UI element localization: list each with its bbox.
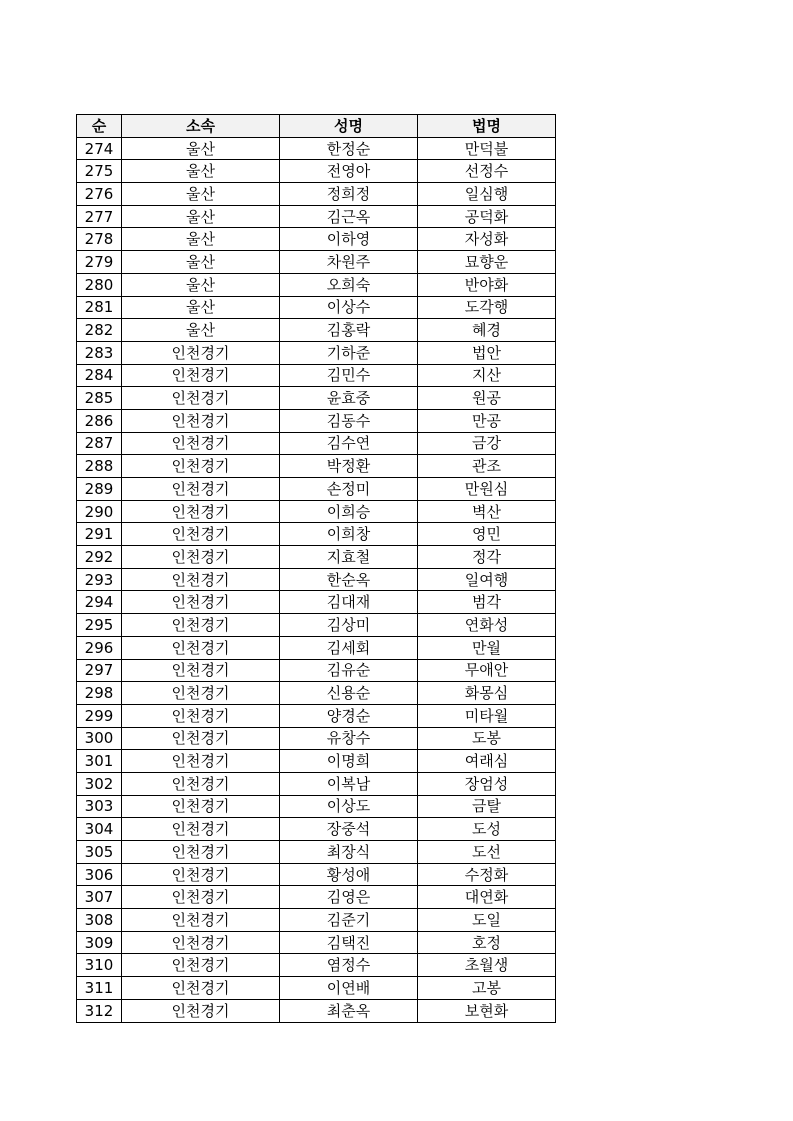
cell-affiliation: 인천경기 (122, 387, 280, 410)
cell-dharma-name: 선정수 (418, 160, 556, 183)
cell-dharma-name: 일심행 (418, 183, 556, 206)
table-body (77, 137, 556, 1022)
cell-affiliation: 인천경기 (122, 795, 280, 818)
table-row (77, 387, 556, 410)
cell-dharma-name: 금탈 (418, 795, 556, 818)
table-row (77, 341, 556, 364)
cell-dharma-name: 미타월 (418, 704, 556, 727)
cell-number: 295 (77, 614, 122, 637)
cell-dharma-name: 수정화 (418, 863, 556, 886)
cell-number: 292 (77, 546, 122, 569)
header-number: 순 (77, 115, 122, 138)
cell-affiliation: 인천경기 (122, 659, 280, 682)
cell-affiliation: 인천경기 (122, 455, 280, 478)
cell-dharma-name: 반야화 (418, 273, 556, 296)
cell-dharma-name: 지산 (418, 364, 556, 387)
cell-dharma-name: 정각 (418, 546, 556, 569)
cell-dharma-name: 공덕화 (418, 205, 556, 228)
cell-number: 293 (77, 568, 122, 591)
cell-name: 김동수 (280, 409, 418, 432)
cell-dharma-name: 만공 (418, 409, 556, 432)
cell-dharma-name: 도선 (418, 841, 556, 864)
table-row (77, 931, 556, 954)
cell-name: 이하영 (280, 228, 418, 251)
cell-number: 296 (77, 636, 122, 659)
cell-dharma-name: 보현화 (418, 999, 556, 1022)
cell-name: 한순옥 (280, 568, 418, 591)
cell-dharma-name: 대연화 (418, 886, 556, 909)
cell-number: 297 (77, 659, 122, 682)
cell-number: 308 (77, 909, 122, 932)
cell-name: 정희정 (280, 183, 418, 206)
table-row (77, 409, 556, 432)
cell-name: 김근옥 (280, 205, 418, 228)
cell-affiliation: 인천경기 (122, 568, 280, 591)
cell-affiliation: 울산 (122, 296, 280, 319)
cell-number: 285 (77, 387, 122, 410)
cell-number: 312 (77, 999, 122, 1022)
cell-number: 274 (77, 137, 122, 160)
cell-dharma-name: 관조 (418, 455, 556, 478)
cell-name: 김세회 (280, 636, 418, 659)
cell-name: 김택진 (280, 931, 418, 954)
cell-affiliation: 인천경기 (122, 500, 280, 523)
cell-name: 한정순 (280, 137, 418, 160)
cell-affiliation: 인천경기 (122, 523, 280, 546)
cell-affiliation: 인천경기 (122, 841, 280, 864)
table-row (77, 886, 556, 909)
cell-number: 304 (77, 818, 122, 841)
cell-affiliation: 인천경기 (122, 341, 280, 364)
table-row (77, 795, 556, 818)
cell-name: 손정미 (280, 478, 418, 501)
cell-affiliation: 울산 (122, 183, 280, 206)
cell-name: 황성애 (280, 863, 418, 886)
cell-name: 김홍락 (280, 319, 418, 342)
cell-name: 최장식 (280, 841, 418, 864)
cell-affiliation: 인천경기 (122, 772, 280, 795)
cell-dharma-name: 여래심 (418, 750, 556, 773)
cell-number: 288 (77, 455, 122, 478)
table-row (77, 682, 556, 705)
cell-name: 지효철 (280, 546, 418, 569)
cell-number: 310 (77, 954, 122, 977)
cell-number: 278 (77, 228, 122, 251)
cell-affiliation: 울산 (122, 205, 280, 228)
cell-number: 305 (77, 841, 122, 864)
table-row (77, 568, 556, 591)
cell-affiliation: 인천경기 (122, 909, 280, 932)
cell-affiliation: 인천경기 (122, 546, 280, 569)
cell-name: 이복남 (280, 772, 418, 795)
header-dharma-name: 법명 (418, 115, 556, 138)
cell-dharma-name: 만덕불 (418, 137, 556, 160)
cell-affiliation: 인천경기 (122, 727, 280, 750)
cell-name: 양경순 (280, 704, 418, 727)
cell-affiliation: 인천경기 (122, 931, 280, 954)
cell-affiliation: 인천경기 (122, 886, 280, 909)
table-row (77, 772, 556, 795)
cell-number: 299 (77, 704, 122, 727)
cell-affiliation: 인천경기 (122, 682, 280, 705)
cell-number: 276 (77, 183, 122, 206)
cell-name: 김대재 (280, 591, 418, 614)
cell-affiliation: 인천경기 (122, 614, 280, 637)
cell-number: 275 (77, 160, 122, 183)
cell-number: 302 (77, 772, 122, 795)
cell-number: 290 (77, 500, 122, 523)
cell-number: 307 (77, 886, 122, 909)
cell-name: 유창수 (280, 727, 418, 750)
cell-dharma-name: 무애안 (418, 659, 556, 682)
cell-number: 301 (77, 750, 122, 773)
table-row (77, 954, 556, 977)
cell-affiliation: 인천경기 (122, 977, 280, 1000)
cell-number: 287 (77, 432, 122, 455)
cell-name: 장중석 (280, 818, 418, 841)
cell-dharma-name: 고봉 (418, 977, 556, 1000)
cell-name: 차원주 (280, 251, 418, 274)
table-row (77, 137, 556, 160)
cell-affiliation: 인천경기 (122, 750, 280, 773)
cell-dharma-name: 일여행 (418, 568, 556, 591)
cell-name: 이희승 (280, 500, 418, 523)
cell-dharma-name: 초월생 (418, 954, 556, 977)
member-table-container (76, 114, 556, 1023)
cell-dharma-name: 만원심 (418, 478, 556, 501)
table-row (77, 364, 556, 387)
cell-number: 284 (77, 364, 122, 387)
cell-number: 291 (77, 523, 122, 546)
cell-dharma-name: 만월 (418, 636, 556, 659)
cell-affiliation: 울산 (122, 160, 280, 183)
cell-dharma-name: 화몽심 (418, 682, 556, 705)
table-row (77, 205, 556, 228)
cell-affiliation: 인천경기 (122, 704, 280, 727)
table-row (77, 591, 556, 614)
cell-name: 신용순 (280, 682, 418, 705)
table-row (77, 523, 556, 546)
cell-dharma-name: 장엄성 (418, 772, 556, 795)
table-row (77, 296, 556, 319)
table-row (77, 183, 556, 206)
cell-number: 286 (77, 409, 122, 432)
cell-name: 이희창 (280, 523, 418, 546)
cell-affiliation: 인천경기 (122, 818, 280, 841)
cell-number: 300 (77, 727, 122, 750)
cell-number: 306 (77, 863, 122, 886)
cell-dharma-name: 법안 (418, 341, 556, 364)
table-row (77, 818, 556, 841)
cell-dharma-name: 범각 (418, 591, 556, 614)
cell-name: 이연배 (280, 977, 418, 1000)
cell-dharma-name: 호정 (418, 931, 556, 954)
cell-dharma-name: 도일 (418, 909, 556, 932)
table-header-row (77, 115, 556, 138)
table-row (77, 909, 556, 932)
table-row (77, 750, 556, 773)
header-affiliation: 소속 (122, 115, 280, 138)
cell-dharma-name: 도봉 (418, 727, 556, 750)
cell-affiliation: 인천경기 (122, 954, 280, 977)
table-row (77, 160, 556, 183)
cell-name: 윤효중 (280, 387, 418, 410)
cell-number: 283 (77, 341, 122, 364)
table-row (77, 228, 556, 251)
cell-affiliation: 인천경기 (122, 364, 280, 387)
cell-name: 김상미 (280, 614, 418, 637)
cell-number: 303 (77, 795, 122, 818)
table-row (77, 977, 556, 1000)
cell-dharma-name: 혜경 (418, 319, 556, 342)
cell-affiliation: 인천경기 (122, 999, 280, 1022)
table-row (77, 727, 556, 750)
cell-affiliation: 인천경기 (122, 636, 280, 659)
cell-name: 김영은 (280, 886, 418, 909)
cell-dharma-name: 도성 (418, 818, 556, 841)
cell-number: 281 (77, 296, 122, 319)
cell-name: 이상수 (280, 296, 418, 319)
table-row (77, 273, 556, 296)
cell-name: 기하준 (280, 341, 418, 364)
cell-dharma-name: 원공 (418, 387, 556, 410)
cell-affiliation: 울산 (122, 228, 280, 251)
table-row (77, 704, 556, 727)
cell-affiliation: 울산 (122, 319, 280, 342)
cell-name: 염정수 (280, 954, 418, 977)
table-row (77, 500, 556, 523)
table-row (77, 636, 556, 659)
cell-dharma-name: 자성화 (418, 228, 556, 251)
table-row (77, 432, 556, 455)
cell-name: 박정환 (280, 455, 418, 478)
table-row (77, 614, 556, 637)
cell-name: 이명희 (280, 750, 418, 773)
cell-dharma-name: 벽산 (418, 500, 556, 523)
cell-number: 289 (77, 478, 122, 501)
cell-number: 279 (77, 251, 122, 274)
header-name: 성명 (280, 115, 418, 138)
table-row (77, 319, 556, 342)
cell-number: 294 (77, 591, 122, 614)
cell-number: 311 (77, 977, 122, 1000)
cell-dharma-name: 금강 (418, 432, 556, 455)
cell-name: 김수연 (280, 432, 418, 455)
cell-number: 277 (77, 205, 122, 228)
cell-name: 오희숙 (280, 273, 418, 296)
cell-affiliation: 울산 (122, 251, 280, 274)
cell-number: 282 (77, 319, 122, 342)
cell-affiliation: 인천경기 (122, 432, 280, 455)
cell-name: 이상도 (280, 795, 418, 818)
cell-name: 김준기 (280, 909, 418, 932)
cell-affiliation: 인천경기 (122, 478, 280, 501)
cell-affiliation: 울산 (122, 137, 280, 160)
member-table (76, 114, 556, 1023)
table-row (77, 841, 556, 864)
cell-affiliation: 인천경기 (122, 409, 280, 432)
table-row (77, 546, 556, 569)
cell-number: 298 (77, 682, 122, 705)
cell-dharma-name: 연화성 (418, 614, 556, 637)
cell-dharma-name: 영민 (418, 523, 556, 546)
table-row (77, 251, 556, 274)
cell-name: 전영아 (280, 160, 418, 183)
table-row (77, 478, 556, 501)
cell-dharma-name: 묘향운 (418, 251, 556, 274)
cell-affiliation: 울산 (122, 273, 280, 296)
table-row (77, 455, 556, 478)
cell-number: 280 (77, 273, 122, 296)
cell-name: 최춘옥 (280, 999, 418, 1022)
cell-dharma-name: 도각행 (418, 296, 556, 319)
table-row (77, 999, 556, 1022)
table-row (77, 863, 556, 886)
cell-number: 309 (77, 931, 122, 954)
cell-affiliation: 인천경기 (122, 863, 280, 886)
cell-name: 김민수 (280, 364, 418, 387)
cell-affiliation: 인천경기 (122, 591, 280, 614)
table-row (77, 659, 556, 682)
cell-name: 김유순 (280, 659, 418, 682)
